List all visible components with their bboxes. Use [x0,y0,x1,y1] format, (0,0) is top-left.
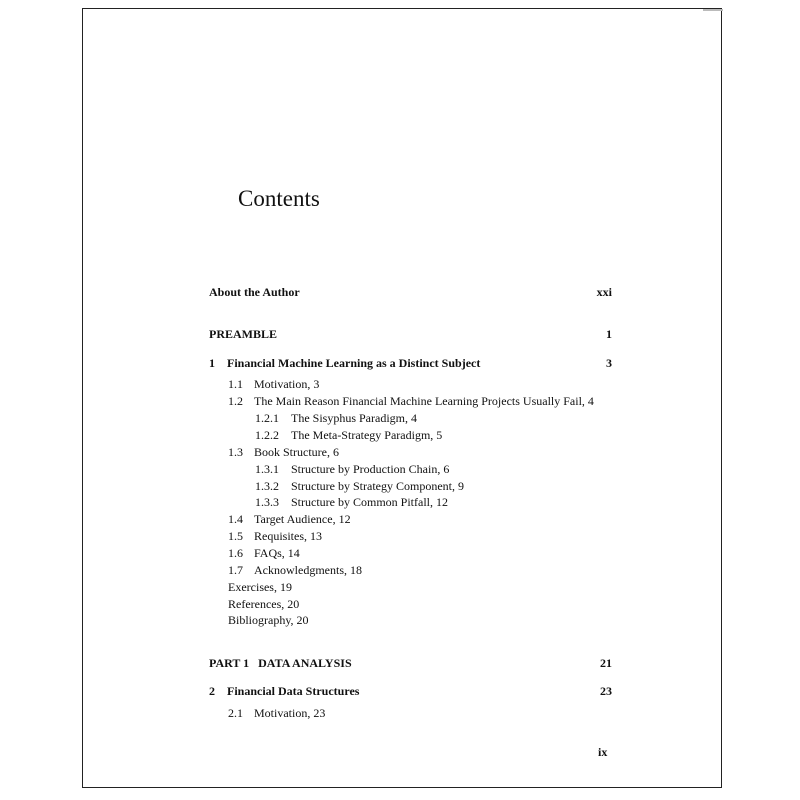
toc-section-exercises: Exercises, 19 [228,580,292,594]
part-page: 21 [600,656,612,670]
toc-section: 1.4 Target Audience, 12 [228,512,351,526]
chapter-title: Financial Data Structures [227,684,360,698]
toc-section: 1.1 Motivation, 3 [228,377,320,391]
toc-section-bibliography: Bibliography, 20 [228,613,309,627]
toc-chapter-1 [209,355,612,371]
chapter-title: Financial Machine Learning as a Distinct Subject [227,356,481,370]
toc-subsection: 1.2.2 The Meta-Strategy Paradigm, 5 [255,428,443,442]
toc-entry-about-author [209,284,612,300]
part-title: PART 1 DATA ANALYSIS [209,656,352,670]
chapter-page: 23 [600,684,612,698]
chapter-page: 3 [606,356,612,370]
toc-section-references: References, 20 [228,597,300,611]
toc-section: 1.3 Book Structure, 6 [228,445,339,459]
chapter-number: 1 [209,356,215,370]
toc-entry-label: PREAMBLE [209,327,278,341]
page-corner-mark [703,9,723,11]
toc-subsection: 1.3.3 Structure by Common Pitfall, 12 [255,495,448,509]
toc-entry-label: About the Author [209,285,300,299]
toc-section: 1.6 FAQs, 14 [228,546,300,560]
toc-section: 1.7 Acknowledgments, 18 [228,563,362,577]
toc-subsection: 1.3.2 Structure by Strategy Component, 9 [255,479,464,493]
chapter-number: 2 [209,684,215,698]
toc-part-1 [209,655,612,671]
toc-section: 1.2 The Main Reason Financial Machine Learning Projects Usually Fail, 4 [228,394,594,408]
toc-subsection: 1.2.1 The Sisyphus Paradigm, 4 [255,411,417,425]
page-folio: ix [598,745,608,759]
toc-subsection: 1.3.1 Structure by Production Chain, 6 [255,462,450,476]
toc-section: 2.1 Motivation, 23 [228,706,326,720]
toc-chapter-2 [209,683,612,699]
contents-title: Contents [238,186,320,211]
toc-entry-page: 1 [606,327,612,341]
toc-section: 1.5 Requisites, 13 [228,529,322,543]
toc-entry-page: xxi [596,285,612,299]
toc-entry-preamble [209,326,612,342]
